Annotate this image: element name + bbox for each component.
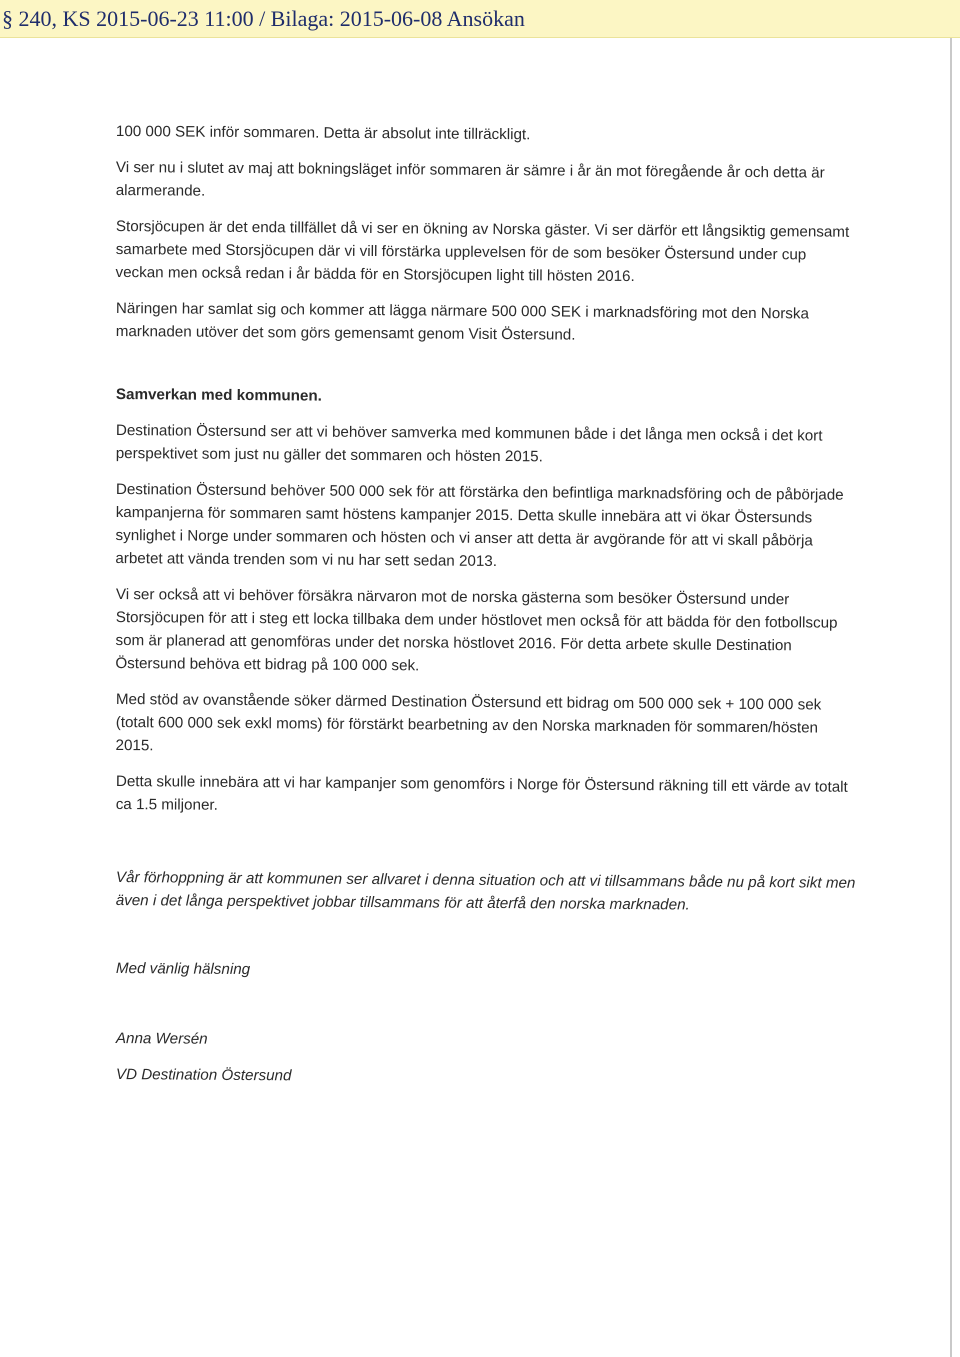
section-paragraph-2: Destination Östersund behöver 500 000 sek för att förstärka den befintliga marknadsföring och de påbörjade kampanjerna för sommaren samt höstens kampanjer 2015. Detta skulle innebära att vi ökar Östersunds synlighet i Norge under sommaren och hösten och vi anser att detta är avgörande för att vi skall påbörja arbetet att vända trenden som vi nu har sett sedan 2013. bbox=[115, 480, 844, 570]
section-paragraph-4: Med stöd av ovanstående söker därmed Destination Östersund ett bidrag om 500 000 sek + 100 000 sek (totalt 600 000 sek exkl moms) för förstärkt bearbetning av den Norska marknaden för sommaren/hösten 2015. bbox=[115, 690, 822, 755]
closing-hope: Vår förhoppning är att kommunen ser allvaret i denna situation och att vi tillsammans både nu på kort sikt men även i det långa perspektivet jobbar tillsammans för att återfå den norska marknaden. bbox=[115, 868, 856, 914]
paragraph-3: Storsjöcupen är det enda tillfället då vi ser en ökning av Norska gäster. Vi ser därför ett långsiktig gemensamt samarbete med Storsjöcupen där vi vill förstärka upplevelsen för de som besöker Östersund under cup veckan men också redan i år bädda för en Storsjöcupen light till hösten 2016. bbox=[115, 217, 850, 286]
signer-name: Anna Wersén bbox=[115, 1029, 208, 1048]
greeting: Med vänlig hälsning bbox=[115, 959, 251, 979]
page-title: § 240, KS 2015-06-23 11:00 / Bilaga: 2015-06-08 Ansökan bbox=[2, 6, 525, 31]
header-bar bbox=[0, 0, 960, 38]
section-paragraph-3: Vi ser också att vi behöver försäkra närvaron mot de norska gästerna som besöker Östersund under Storsjöcupen för att i steg ett locka tillbaka dem under höstlovet men också för att bädda för den fotbollscup som är planerad att genomföras under det norska höstlovet 2016. För detta arbete skulle Destination Östersund behöva ett bidrag på 100 000 sek. bbox=[115, 585, 838, 675]
paragraph-2: Vi ser nu i slutet av maj att bokningsläget inför sommaren är sämre i år än mot föregående år och detta är alarmerande. bbox=[115, 158, 825, 200]
page-edge-line bbox=[950, 38, 952, 1357]
paragraph-1: 100 000 SEK inför sommaren. Detta är absolut inte tillräckligt. bbox=[115, 122, 531, 144]
section-heading: Samverkan med kommunen. bbox=[115, 385, 322, 405]
document-body bbox=[116, 120, 856, 1086]
section-paragraph-1: Destination Östersund ser att vi behöver samverka med kommunen både i det långa men också i det kort perspektivet som just nu gäller det sommaren och hösten 2015. bbox=[115, 421, 823, 466]
paragraph-4: Näringen har samlat sig och kommer att lägga närmare 500 000 SEK i marknadsföring mot den Norska marknaden utöver det som görs gemensamt genom Visit Östersund. bbox=[115, 299, 810, 344]
signer-title: VD Destination Östersund bbox=[115, 1065, 292, 1085]
section-paragraph-5: Detta skulle innebära att vi har kampanjer som genomförs i Norge för Östersund räkning till ett värde av totalt ca 1.5 miljoner. bbox=[115, 772, 848, 814]
